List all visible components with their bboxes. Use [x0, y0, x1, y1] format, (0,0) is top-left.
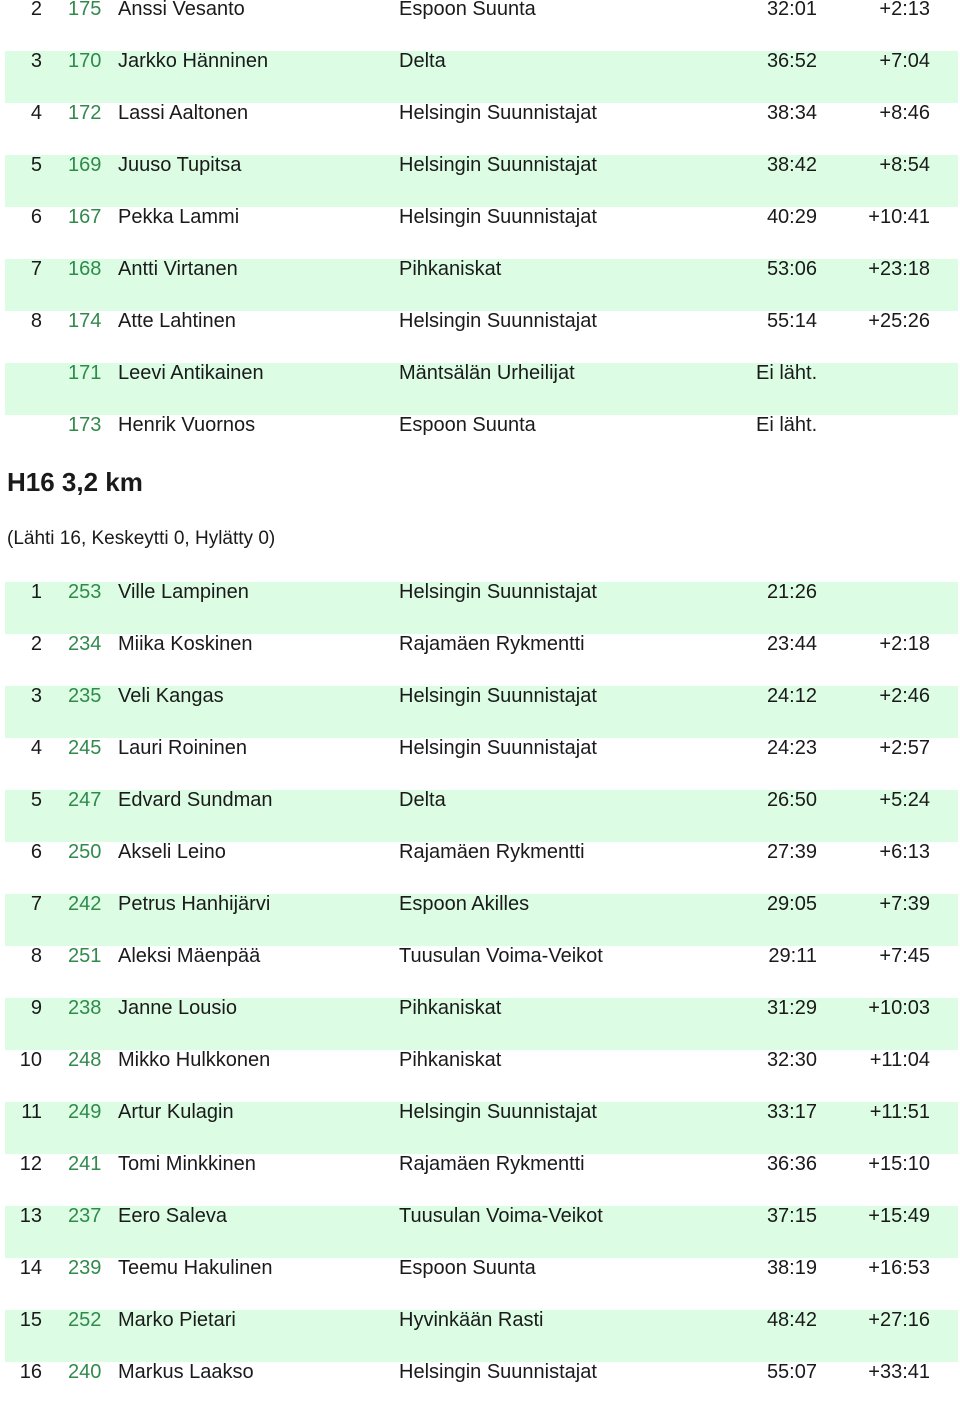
result-place: 8 — [30, 945, 42, 967]
result-place: 1 — [30, 581, 42, 603]
result-name: Eero Saleva — [118, 1205, 227, 1227]
result-time: 37:15 — [766, 1205, 817, 1227]
result-diff: +11:04 — [869, 1049, 930, 1071]
result-time: 48:42 — [766, 1309, 817, 1331]
result-club: Rajamäen Rykmentti — [399, 841, 585, 863]
result-place: 12 — [19, 1153, 42, 1175]
result-time: Ei läht. — [756, 362, 818, 384]
result-diff: +8:54 — [879, 154, 930, 176]
result-row — [5, 363, 958, 415]
result-diff: +7:04 — [879, 50, 930, 72]
result-bib: 235 — [68, 685, 102, 707]
result-place: 6 — [30, 206, 42, 228]
result-bib: 253 — [68, 581, 102, 603]
result-club: Delta — [399, 789, 446, 811]
result-club: Espoon Suunta — [399, 0, 536, 20]
result-bib: 249 — [68, 1101, 102, 1123]
result-club: Rajamäen Rykmentti — [399, 633, 585, 655]
result-row — [5, 842, 958, 894]
result-time: 31:29 — [766, 997, 817, 1019]
result-place: 2 — [30, 633, 42, 655]
result-place: 11 — [21, 1101, 42, 1123]
result-club: Espoon Akilles — [399, 893, 530, 915]
result-time: 24:12 — [766, 685, 817, 707]
result-place: 7 — [30, 258, 42, 280]
result-name: Petrus Hanhijärvi — [118, 893, 271, 915]
result-row — [5, 1258, 958, 1310]
result-time: 33:17 — [766, 1101, 817, 1123]
result-bib: 170 — [68, 50, 102, 72]
result-club: Espoon Suunta — [399, 1257, 536, 1279]
result-place: 5 — [30, 789, 42, 811]
result-time: 32:30 — [766, 1049, 817, 1071]
result-name: Aleksi Mäenpää — [118, 945, 261, 967]
result-time: 38:19 — [766, 1257, 817, 1279]
result-time: Ei läht. — [756, 414, 818, 436]
result-club: Pihkaniskat — [399, 258, 502, 280]
result-row — [5, 259, 958, 311]
result-name: Teemu Hakulinen — [118, 1257, 273, 1279]
result-place: 7 — [30, 893, 42, 915]
result-place: 14 — [19, 1257, 42, 1279]
result-time: 21:26 — [766, 581, 817, 603]
result-row — [5, 51, 958, 103]
result-diff: +7:39 — [879, 893, 930, 915]
result-time: 53:06 — [766, 258, 817, 280]
result-diff: +7:45 — [879, 945, 930, 967]
results-table-h16 — [0, 582, 960, 1414]
result-bib: 241 — [68, 1153, 102, 1175]
result-name: Akseli Leino — [118, 841, 226, 863]
result-time: 55:07 — [766, 1361, 817, 1383]
result-bib: 174 — [68, 310, 102, 332]
result-bib: 239 — [68, 1257, 102, 1279]
result-name: Pekka Lammi — [118, 206, 240, 228]
result-time: 40:29 — [766, 206, 817, 228]
result-club: Tuusulan Voima-Veikot — [399, 945, 603, 967]
result-club: Espoon Suunta — [399, 414, 536, 436]
result-row — [5, 1310, 958, 1362]
result-club: Hyvinkään Rasti — [399, 1309, 544, 1331]
result-diff: +2:57 — [879, 737, 930, 759]
result-bib: 173 — [68, 414, 102, 436]
result-time: 55:14 — [766, 310, 817, 332]
result-club: Pihkaniskat — [399, 1049, 502, 1071]
result-club: Helsingin Suunnistajat — [399, 206, 597, 228]
result-row — [5, 946, 958, 998]
result-diff: +10:41 — [868, 206, 930, 228]
result-name: Tomi Minkkinen — [118, 1153, 256, 1175]
result-diff: +2:18 — [879, 633, 930, 655]
result-row — [5, 998, 958, 1050]
result-bib: 248 — [68, 1049, 102, 1071]
result-club: Pihkaniskat — [399, 997, 502, 1019]
result-diff: +6:13 — [879, 841, 930, 863]
result-place: 13 — [19, 1205, 42, 1227]
result-bib: 245 — [68, 737, 102, 759]
result-row — [5, 738, 958, 790]
result-diff: +8:46 — [879, 102, 930, 124]
result-club: Delta — [399, 50, 446, 72]
result-club: Helsingin Suunnistajat — [399, 581, 597, 603]
result-row — [5, 686, 958, 738]
result-club: Helsingin Suunnistajat — [399, 737, 597, 759]
result-place: 8 — [30, 310, 42, 332]
result-place: 6 — [30, 841, 42, 863]
result-time: 36:36 — [766, 1153, 817, 1175]
result-club: Helsingin Suunnistajat — [399, 154, 597, 176]
result-club: Helsingin Suunnistajat — [399, 1361, 597, 1383]
result-time: 24:23 — [766, 737, 817, 759]
result-row — [5, 1362, 958, 1414]
result-bib: 237 — [68, 1205, 102, 1227]
result-name: Marko Pietari — [118, 1309, 236, 1331]
result-place: 2 — [30, 0, 42, 20]
result-row — [5, 1050, 958, 1102]
result-bib: 175 — [68, 0, 102, 20]
result-bib: 250 — [68, 841, 102, 863]
result-name: Veli Kangas — [118, 685, 224, 707]
result-place: 3 — [30, 50, 42, 72]
result-row — [5, 582, 958, 634]
result-name: Jarkko Hänninen — [118, 50, 269, 72]
result-place: 4 — [30, 102, 42, 124]
result-place: 15 — [19, 1309, 42, 1331]
result-club: Rajamäen Rykmentti — [399, 1153, 585, 1175]
result-name: Atte Lahtinen — [118, 310, 236, 332]
result-name: Ville Lampinen — [118, 581, 249, 603]
result-bib: 167 — [68, 206, 102, 228]
result-name: Janne Lousio — [118, 997, 237, 1019]
result-club: Tuusulan Voima-Veikot — [399, 1205, 603, 1227]
result-diff: +10:03 — [868, 997, 930, 1019]
result-bib: 168 — [68, 258, 102, 280]
result-diff: +15:10 — [868, 1153, 930, 1175]
result-diff: +2:46 — [879, 685, 930, 707]
result-name: Miika Koskinen — [118, 633, 253, 655]
result-name: Lassi Aaltonen — [118, 102, 249, 124]
result-time: 38:42 — [766, 154, 817, 176]
result-row — [5, 311, 958, 363]
result-club: Helsingin Suunnistajat — [399, 685, 597, 707]
result-name: Leevi Antikainen — [118, 362, 264, 384]
result-bib: 247 — [68, 789, 102, 811]
result-diff: +33:41 — [868, 1361, 930, 1383]
result-name: Anssi Vesanto — [118, 0, 245, 20]
result-row — [5, 155, 958, 207]
result-bib: 171 — [68, 362, 102, 384]
result-diff: +27:16 — [868, 1309, 930, 1331]
result-name: Henrik Vuornos — [118, 414, 256, 436]
result-name: Lauri Roininen — [118, 737, 247, 759]
result-place: 3 — [30, 685, 42, 707]
result-time: 29:05 — [766, 893, 817, 915]
result-time: 38:34 — [766, 102, 817, 124]
result-place: 16 — [19, 1361, 42, 1383]
result-row — [5, 1102, 958, 1154]
result-row — [5, 207, 958, 259]
result-row — [5, 103, 958, 155]
result-diff: +15:49 — [868, 1205, 930, 1227]
result-place: 4 — [30, 737, 42, 759]
result-diff: +23:18 — [868, 258, 930, 280]
result-name: Mikko Hulkkonen — [118, 1049, 271, 1071]
result-bib: 234 — [68, 633, 102, 655]
result-row — [5, 415, 958, 467]
result-place: 10 — [19, 1049, 42, 1071]
result-club: Helsingin Suunnistajat — [399, 310, 597, 332]
result-time: 26:50 — [766, 789, 817, 811]
result-row — [5, 1206, 958, 1258]
result-name: Artur Kulagin — [118, 1101, 234, 1123]
result-name: Edvard Sundman — [118, 789, 273, 811]
result-diff: +5:24 — [879, 789, 930, 811]
result-row — [5, 790, 958, 842]
result-bib: 251 — [68, 945, 102, 967]
result-row — [5, 634, 958, 686]
result-diff: +2:13 — [879, 0, 930, 20]
result-time: 27:39 — [766, 841, 817, 863]
result-place: 5 — [30, 154, 42, 176]
class-summary: (Lähti 16, Keskeytti 0, Hylätty 0) — [7, 528, 276, 549]
class-title: H16 3,2 km — [7, 467, 143, 497]
result-bib: 238 — [68, 997, 102, 1019]
result-diff: +11:51 — [869, 1101, 930, 1123]
result-club: Helsingin Suunnistajat — [399, 1101, 597, 1123]
result-row — [5, 0, 958, 51]
result-name: Antti Virtanen — [118, 258, 238, 280]
result-row — [5, 894, 958, 946]
results-table-prev-class — [0, 0, 960, 467]
result-time: 29:11 — [768, 945, 817, 967]
result-time: 23:44 — [766, 633, 817, 655]
result-place: 9 — [30, 997, 42, 1019]
result-bib: 242 — [68, 893, 102, 915]
result-bib: 172 — [68, 102, 102, 124]
result-row — [5, 1154, 958, 1206]
result-bib: 169 — [68, 154, 102, 176]
result-time: 32:01 — [766, 0, 817, 20]
result-time: 36:52 — [766, 50, 817, 72]
result-name: Juuso Tupitsa — [118, 154, 242, 176]
result-club: Helsingin Suunnistajat — [399, 102, 597, 124]
result-bib: 240 — [68, 1361, 102, 1383]
result-diff: +16:53 — [868, 1257, 930, 1279]
result-club: Mäntsälän Urheilijat — [399, 362, 575, 384]
result-bib: 252 — [68, 1309, 102, 1331]
result-diff: +25:26 — [868, 310, 930, 332]
result-name: Markus Laakso — [118, 1361, 254, 1383]
